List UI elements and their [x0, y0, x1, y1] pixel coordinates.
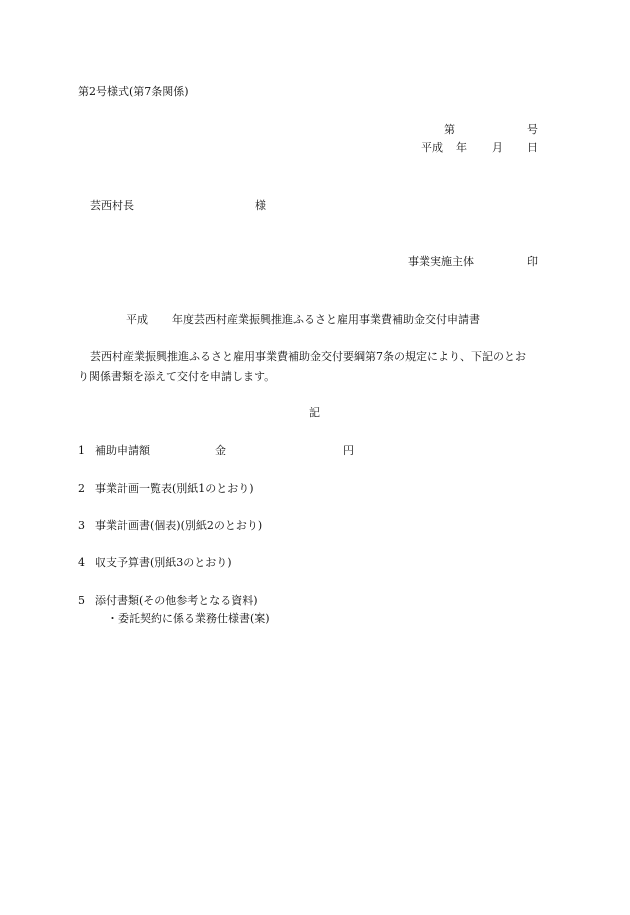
item-1-kin: 金: [215, 444, 226, 457]
item-1-number: 1: [78, 444, 85, 457]
item-3-label: 事業計画書(個表)(別紙2のとおり): [95, 519, 263, 532]
ki-heading: 記: [309, 406, 320, 419]
body-line-2: り関係書類を添えて交付を申請します。: [78, 370, 276, 383]
form-id: 第2号様式(第7条関係): [78, 85, 189, 98]
addressee-name: 芸西村長: [90, 199, 134, 212]
title-era: 平成: [126, 313, 148, 326]
item-1-label: 補助申請額: [95, 444, 150, 457]
document-title: 年度芸西村産業振興推進ふるさと雇用事業費補助金交付申請書: [172, 313, 480, 326]
date-year-unit: 年: [456, 141, 467, 154]
applicant-label: 事業実施主体: [408, 255, 474, 268]
body-line-1: 芸西村産業振興推進ふるさと雇用事業費補助金交付要綱第7条の規定により、下記のとお: [90, 350, 526, 363]
item-3-number: 3: [78, 519, 85, 532]
item-1-yen: 円: [343, 444, 354, 457]
doc-number-prefix: 第: [444, 123, 455, 136]
date-day-unit: 日: [527, 141, 538, 154]
item-4-label: 収支予算書(別紙3のとおり): [95, 556, 232, 569]
item-4-number: 4: [78, 556, 85, 569]
doc-number-suffix: 号: [527, 123, 538, 136]
item-5-sub-item: ・委託契約に係る業務仕様書(案): [107, 612, 270, 625]
seal-mark: 印: [527, 255, 538, 268]
date-era: 平成: [421, 141, 443, 154]
item-2-number: 2: [78, 482, 85, 495]
item-2-label: 事業計画一覧表(別紙1のとおり): [95, 482, 254, 495]
addressee-honorific: 様: [255, 199, 266, 212]
date-month-unit: 月: [492, 141, 503, 154]
item-5-label: 添付書類(その他参考となる資料): [95, 594, 258, 607]
item-5-number: 5: [78, 594, 85, 607]
